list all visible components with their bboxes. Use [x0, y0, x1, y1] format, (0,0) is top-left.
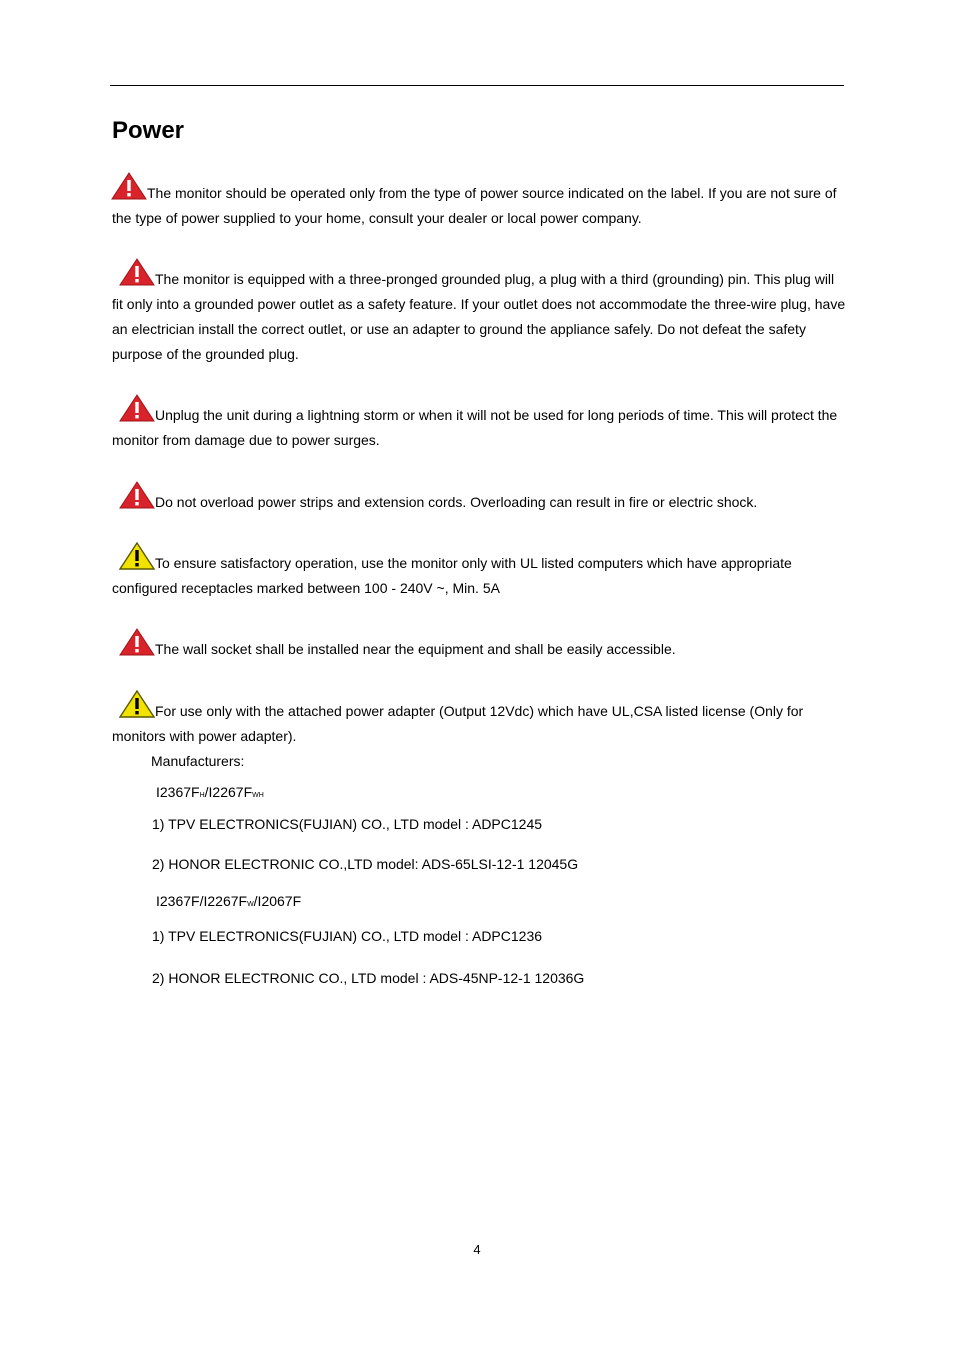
- caution-yellow-icon: [119, 690, 155, 718]
- paragraph-overload: Do not overload power strips and extension cords. Overloading can result in fire or electric shock.: [112, 481, 848, 515]
- model-group-1: I2367FH/I2267FWH: [156, 784, 264, 800]
- model-group-2: I2367F/I2267FW/I2067F: [156, 893, 302, 909]
- warning-red-icon: [119, 258, 155, 286]
- caution-yellow-icon: [119, 542, 155, 570]
- header-rule: [110, 85, 844, 86]
- warning-red-icon: [119, 394, 155, 422]
- warning-red-icon: [119, 481, 155, 509]
- manufacturer-item: 1) TPV ELECTRONICS(FUJIAN) CO., LTD model : ADPC1236: [152, 928, 543, 944]
- paragraph-grounded-plug: The monitor is equipped with a three-pronged grounded plug, a plug with a third (grounding) pin. This plug will fit only into a grounded power outlet as a safety feature. If your outlet does not accommodate the three-wire plug, have an electrician install the correct outlet, or use an adapter to ground the appliance safely. Do not defeat the safety purpose of the grounded plug.: [112, 258, 848, 367]
- paragraph-lightning: Unplug the unit during a lightning storm or when it will not be used for long periods of time. This will protect the monitor from damage due to power surges.: [112, 394, 848, 453]
- page-number: 4: [473, 1242, 481, 1257]
- manufacturers-label: Manufacturers:: [151, 753, 245, 769]
- manufacturer-item: 1) TPV ELECTRONICS(FUJIAN) CO., LTD model : ADPC1245: [152, 816, 543, 832]
- manufacturer-item: 2) HONOR ELECTRONIC CO.,LTD model: ADS-65LSI-12-1 12045G: [152, 856, 579, 872]
- manufacturer-item: 2) HONOR ELECTRONIC CO., LTD model : ADS-45NP-12-1 12036G: [152, 970, 585, 986]
- paragraph-wall-socket: The wall socket shall be installed near the equipment and shall be easily accessible.: [112, 628, 848, 662]
- paragraph-ul-computers: To ensure satisfactory operation, use the monitor only with UL listed computers which have appropriate configured receptacles marked between 100 - 240V ~, Min. 5A: [112, 542, 848, 601]
- paragraph-power-source: The monitor should be operated only from the type of power source indicated on the label. If you are not sure of the type of power supplied to your home, consult your dealer or local power company.: [112, 172, 848, 231]
- paragraph-power-adapter: For use only with the attached power adapter (Output 12Vdc) which have UL,CSA listed license (Only for monitors with power adapter).: [112, 690, 848, 749]
- page-title: Power: [112, 117, 185, 144]
- warning-red-icon: [111, 172, 147, 200]
- warning-red-icon: [119, 628, 155, 656]
